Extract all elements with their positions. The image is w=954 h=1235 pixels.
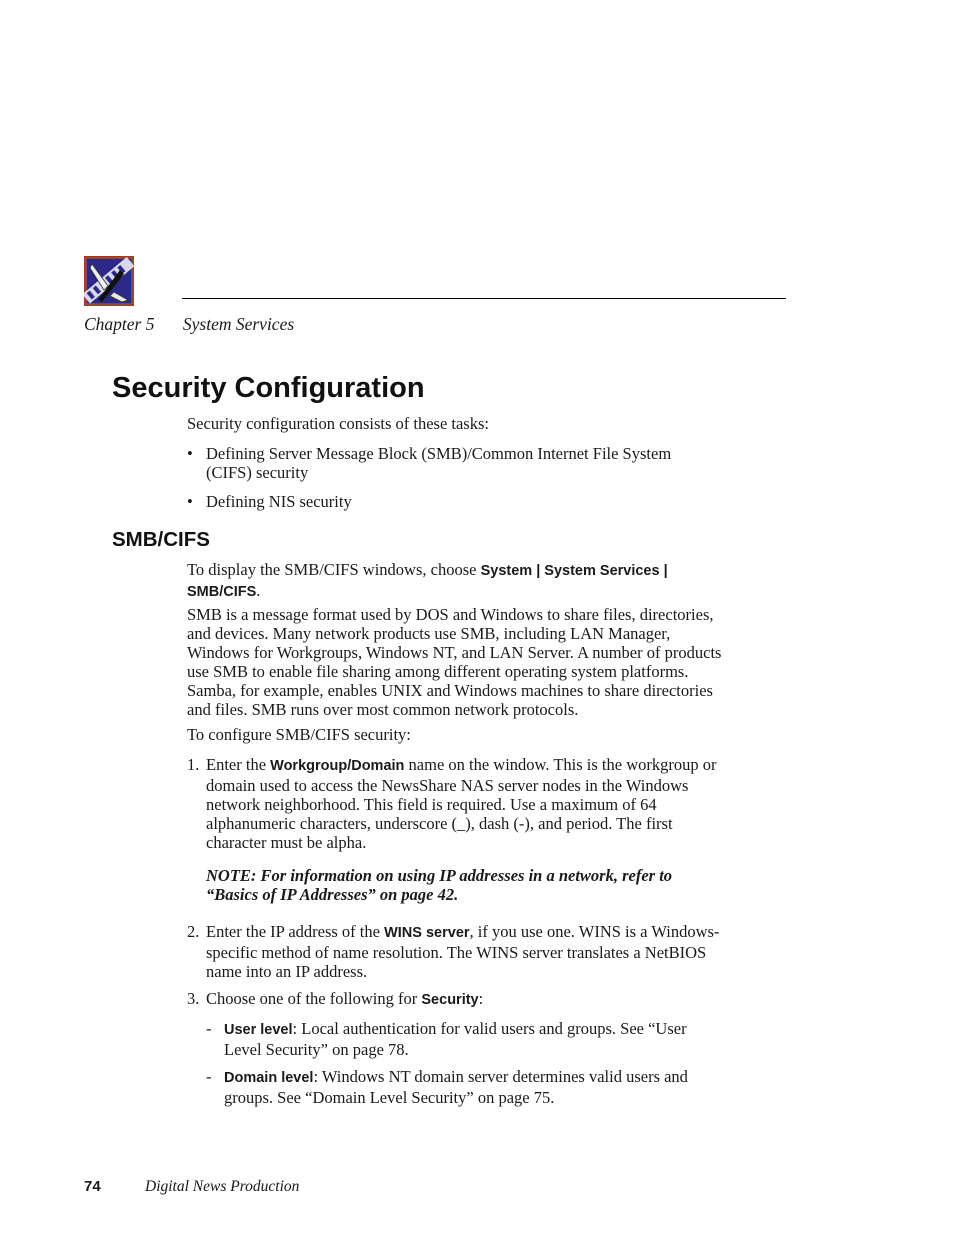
step-text — [206, 922, 728, 981]
bullet-marker: • — [187, 444, 193, 463]
configure-intro: To configure SMB/CIFS security: — [187, 725, 411, 744]
display-instruction — [187, 560, 717, 602]
film-clapper-logo-icon — [84, 256, 134, 306]
smb-description: SMB is a message format used by DOS and Windows to share files, directories, and devices. Many network products use SMB, including LAN Manager, Windows for Workgroups, Windows NT, and LAN Server. A number of products use SMB to enable file sharing among different operating system platforms. Samba, for example, enables UNIX and Windows machines to share directories and files. SMB runs over most common network protocols. — [187, 605, 722, 719]
option-marker: - — [206, 1019, 212, 1038]
step-post: , if you use one. WINS is a Windows-specific method of name resolution. The WINS server translates a NetBIOS name into an IP address. — [206, 922, 720, 981]
step-post: : — [478, 989, 484, 1008]
option-description: : Local authentication for valid users and groups. See “User Level Security” on page 78. — [224, 1019, 687, 1059]
field-name: WINS server — [384, 925, 470, 941]
subsection-heading: SMB/CIFS — [112, 528, 210, 551]
bullet-marker: • — [187, 492, 193, 511]
step-number: 2. — [187, 922, 200, 941]
intro-paragraph: Security configuration consists of these tasks: — [187, 414, 489, 433]
option-name: Domain level — [224, 1070, 314, 1086]
option-text — [224, 1019, 724, 1059]
step-number: 1. — [187, 755, 200, 774]
note-text: NOTE: For information on using IP addresses in a network, refer to “Basics of IP Addresses” on page 42. — [206, 866, 673, 904]
book-title: Digital News Production — [145, 1178, 300, 1195]
option-text — [224, 1067, 724, 1107]
step-post: name on the window. This is the workgroup or domain used to access the NewsShare NAS server nodes in the Windows network neighborhood. This field is required. Use a maximum of 64 alphanumeric characters, underscore (_), dash (-), and period. The first character must be alpha. — [206, 755, 717, 852]
step-text — [206, 755, 726, 852]
step-pre: Choose one of the following for — [206, 989, 422, 1008]
chapter-label: Chapter 5 — [84, 314, 155, 334]
header-rule — [182, 298, 786, 299]
option-marker: - — [206, 1067, 212, 1086]
step-pre: Enter the IP address of the — [206, 922, 385, 941]
display-pre: To display the SMB/CIFS windows, choose — [187, 560, 481, 579]
step-text — [206, 989, 726, 1010]
field-name: Workgroup/Domain — [270, 758, 405, 774]
chapter-title: System Services — [182, 314, 295, 334]
option-name: User level — [224, 1022, 293, 1038]
bullet-text: Defining Server Message Block (SMB)/Common Internet File System (CIFS) security — [206, 444, 672, 482]
option-description: : Windows NT domain server determines valid users and groups. See “Domain Level Security” on page 75. — [224, 1067, 688, 1107]
step-number: 3. — [187, 989, 200, 1008]
bullet-text: Defining NIS security — [206, 492, 352, 511]
display-post: . — [256, 581, 261, 600]
step-pre: Enter the — [206, 755, 271, 774]
field-name: Security — [421, 992, 479, 1008]
page-number: 74 — [84, 1178, 101, 1195]
section-title: Security Configuration — [112, 372, 425, 404]
menu-path: System | System Services | SMB/CIFS — [187, 563, 668, 600]
running-header — [84, 314, 294, 335]
